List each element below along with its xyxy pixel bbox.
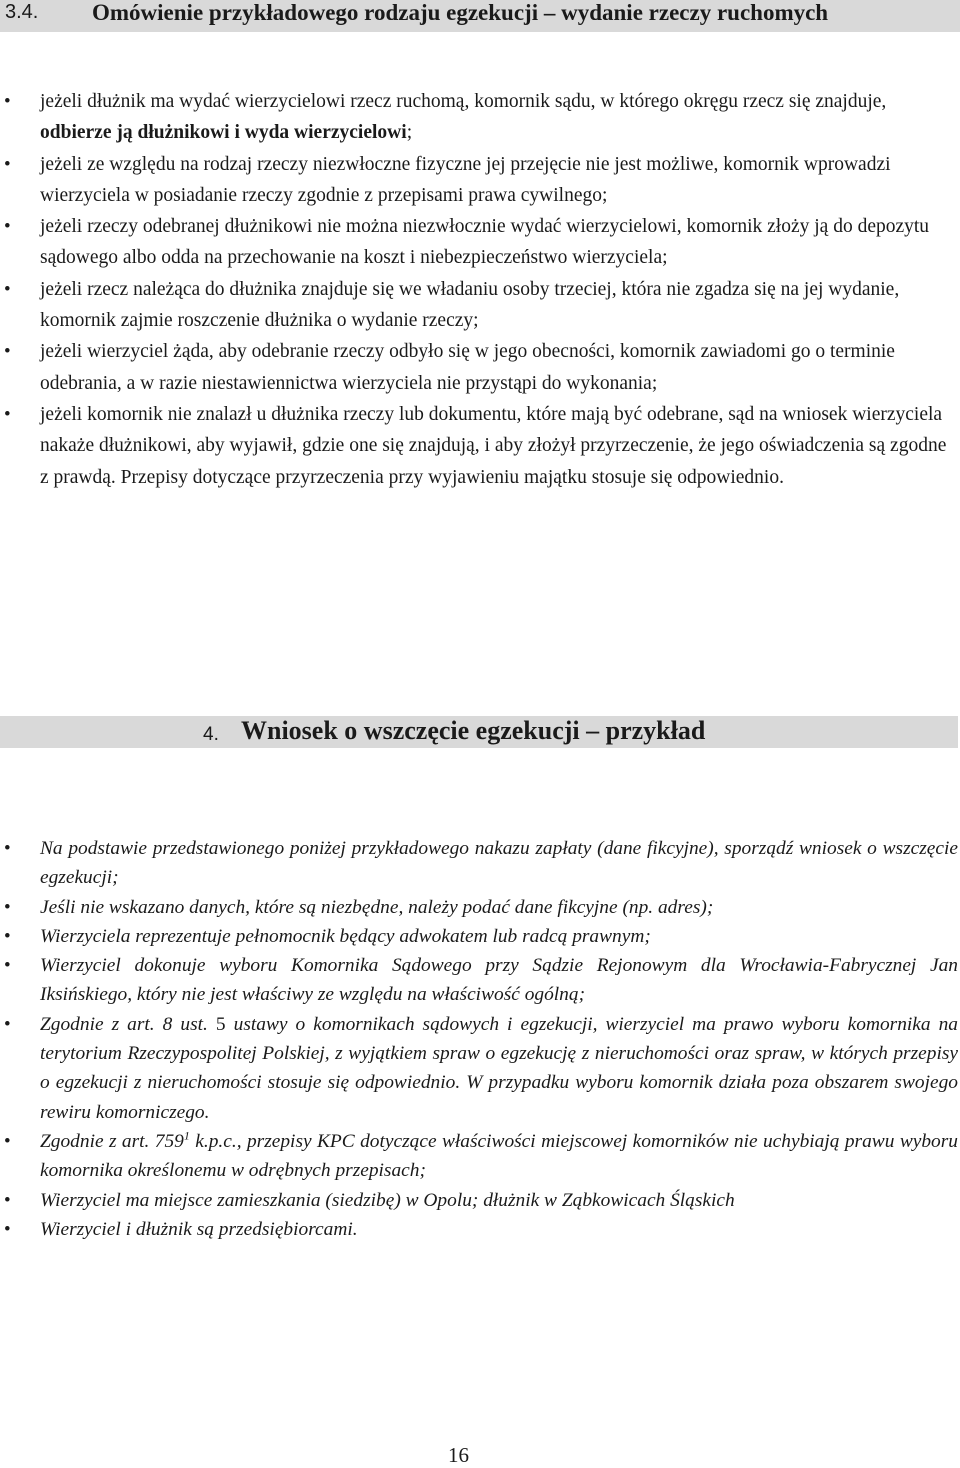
task-heading bbox=[0, 716, 958, 748]
bullet-icon: • bbox=[4, 838, 11, 859]
list-item: • Zgodnie z art. $759^1$ k.p.c., przepisy KPC dotyczące właściwości miejscowej komorników nie uchybiają prawu wyboru komornika określonemu w odrębnych przepisach; bbox=[4, 1128, 958, 1182]
task-title: Wniosek o wszczęcie egzekucji – przykład bbox=[241, 716, 706, 745]
list-item: • Wierzyciel ma miejsce zamieszkania (siedzibę) w Opolu; dłużnik w Ząbkowicach Śląskich bbox=[0, 1186, 958, 1215]
task-number: 4. bbox=[203, 724, 219, 745]
emphasis-text: odbierze ją dłużnikowi i wyda wierzycielowi bbox=[40, 122, 407, 144]
section-bullet-list bbox=[0, 86, 955, 493]
task-bullet-list bbox=[0, 834, 958, 1244]
bullet-icon: • bbox=[4, 91, 11, 112]
bullet-icon: • bbox=[4, 153, 11, 175]
bullet-icon: • bbox=[4, 341, 11, 363]
list-item: • Jeśli nie wskazano danych, które są niezbędne, należy podać dane fikcyjne (np. adres); bbox=[0, 893, 958, 922]
bullet-icon: • bbox=[4, 1013, 11, 1035]
section-title: Omówienie przykładowego rodzaju egzekucji – wydanie rzeczy ruchomych bbox=[92, 0, 829, 25]
bullet-icon: • bbox=[4, 1218, 11, 1240]
list-item: • Zgodnie z art. 8 ust. 5 ustawy o komornikach sądowych i egzekucji, wierzyciel ma prawo wyboru komornika na terytorium Rzeczypospolitej Polskiej, z wyjątkiem spraw o egzekucję z nieruchomości oraz spraw, w których przepisy o egzekucji z nieruchomości stosuje się odpowiednio. W przypadku wyboru komornik działa poza obszarem swojego rewiru komorniczego. bbox=[0, 1010, 958, 1127]
list-item: • Wierzyciela reprezentuje pełnomocnik będący adwokatem lub radcą prawnym; bbox=[0, 922, 958, 951]
page-number: 16 bbox=[448, 1443, 469, 1467]
superscript: 1 bbox=[183, 1128, 190, 1143]
list-item: • Wierzyciel i dłużnik są przedsiębiorcami. bbox=[0, 1215, 958, 1244]
list-item: • Wierzyciel dokonuje wyboru Komornika Sądowego przy Sądzie Rejonowym dla Wrocławia-Fabrycznej Jan Iksińskiego, który nie jest właściwy ze względu na właściwość ogólną; bbox=[0, 951, 958, 1010]
bullet-icon: • bbox=[4, 403, 11, 425]
list-item: • jeżeli komornik nie znalazł u dłużnika rzeczy lub dokumentu, które mają być odebrane, sąd na wniosek wierzyciela nakaże dłużnikowi, aby wyjawił, gdzie one się znajdują, i aby złożył przyrzeczenie, że jego oświadczenia są zgodne z prawdą. Przepisy dotyczące przyrzeczenia przy wyjawieniu majątku stosuje się odpowiednio. bbox=[0, 399, 955, 493]
list-item: • jeżeli ze względu na rodzaj rzeczy niezwłoczne fizyczne jej przejęcie nie jest możliwe, komornik wprowadzi wierzyciela w posiadanie rzeczy zgodnie z przepisami prawa cywilnego; bbox=[0, 149, 955, 212]
bullet-icon: • bbox=[4, 955, 11, 977]
section-heading bbox=[0, 0, 960, 32]
list-item: • jeżeli dłużnik ma wydać wierzycielowi rzecz ruchomą, komornik sądu, w którego okręgu rzecz się znajduje, odbierze ją dłużnikowi i wyda wierzycielowi; bbox=[0, 86, 955, 149]
list-item: • Na podstawie przedstawionego poniżej przykładowego nakazu zapłaty (dane fikcyjne), sporządź wniosek o wszczęcie egzekucji; bbox=[0, 834, 958, 893]
bullet-icon: • bbox=[4, 925, 11, 947]
bullet-icon: • bbox=[4, 278, 11, 300]
bullet-icon: • bbox=[4, 216, 11, 238]
section-number: 3.4. bbox=[5, 1, 39, 23]
bullet-icon: • bbox=[4, 896, 11, 918]
bullet-icon: • bbox=[4, 1189, 11, 1211]
list-item: • jeżeli wierzyciel żąda, aby odebranie rzeczy odbyło się w jego obecności, komornik zawiadomi go o terminie odebrania, a w razie niestawiennictwa wierzyciela nie przystąpi do wykonania; bbox=[0, 336, 955, 399]
list-item: • jeżeli rzeczy odebranej dłużnikowi nie można niezwłocznie wydać wierzycielowi, komornik złoży ją do depozytu sądowego albo odda na przechowanie na koszt i niebezpieczeństwo wierzyciela; bbox=[0, 211, 955, 274]
bullet-icon: • bbox=[4, 1130, 11, 1152]
list-item: • jeżeli rzecz należąca do dłużnika znajduje się we władaniu osoby trzeciej, która nie zgadza się na jej wydanie, komornik zajmie roszczenie dłużnika o wydanie rzeczy; bbox=[0, 274, 955, 337]
